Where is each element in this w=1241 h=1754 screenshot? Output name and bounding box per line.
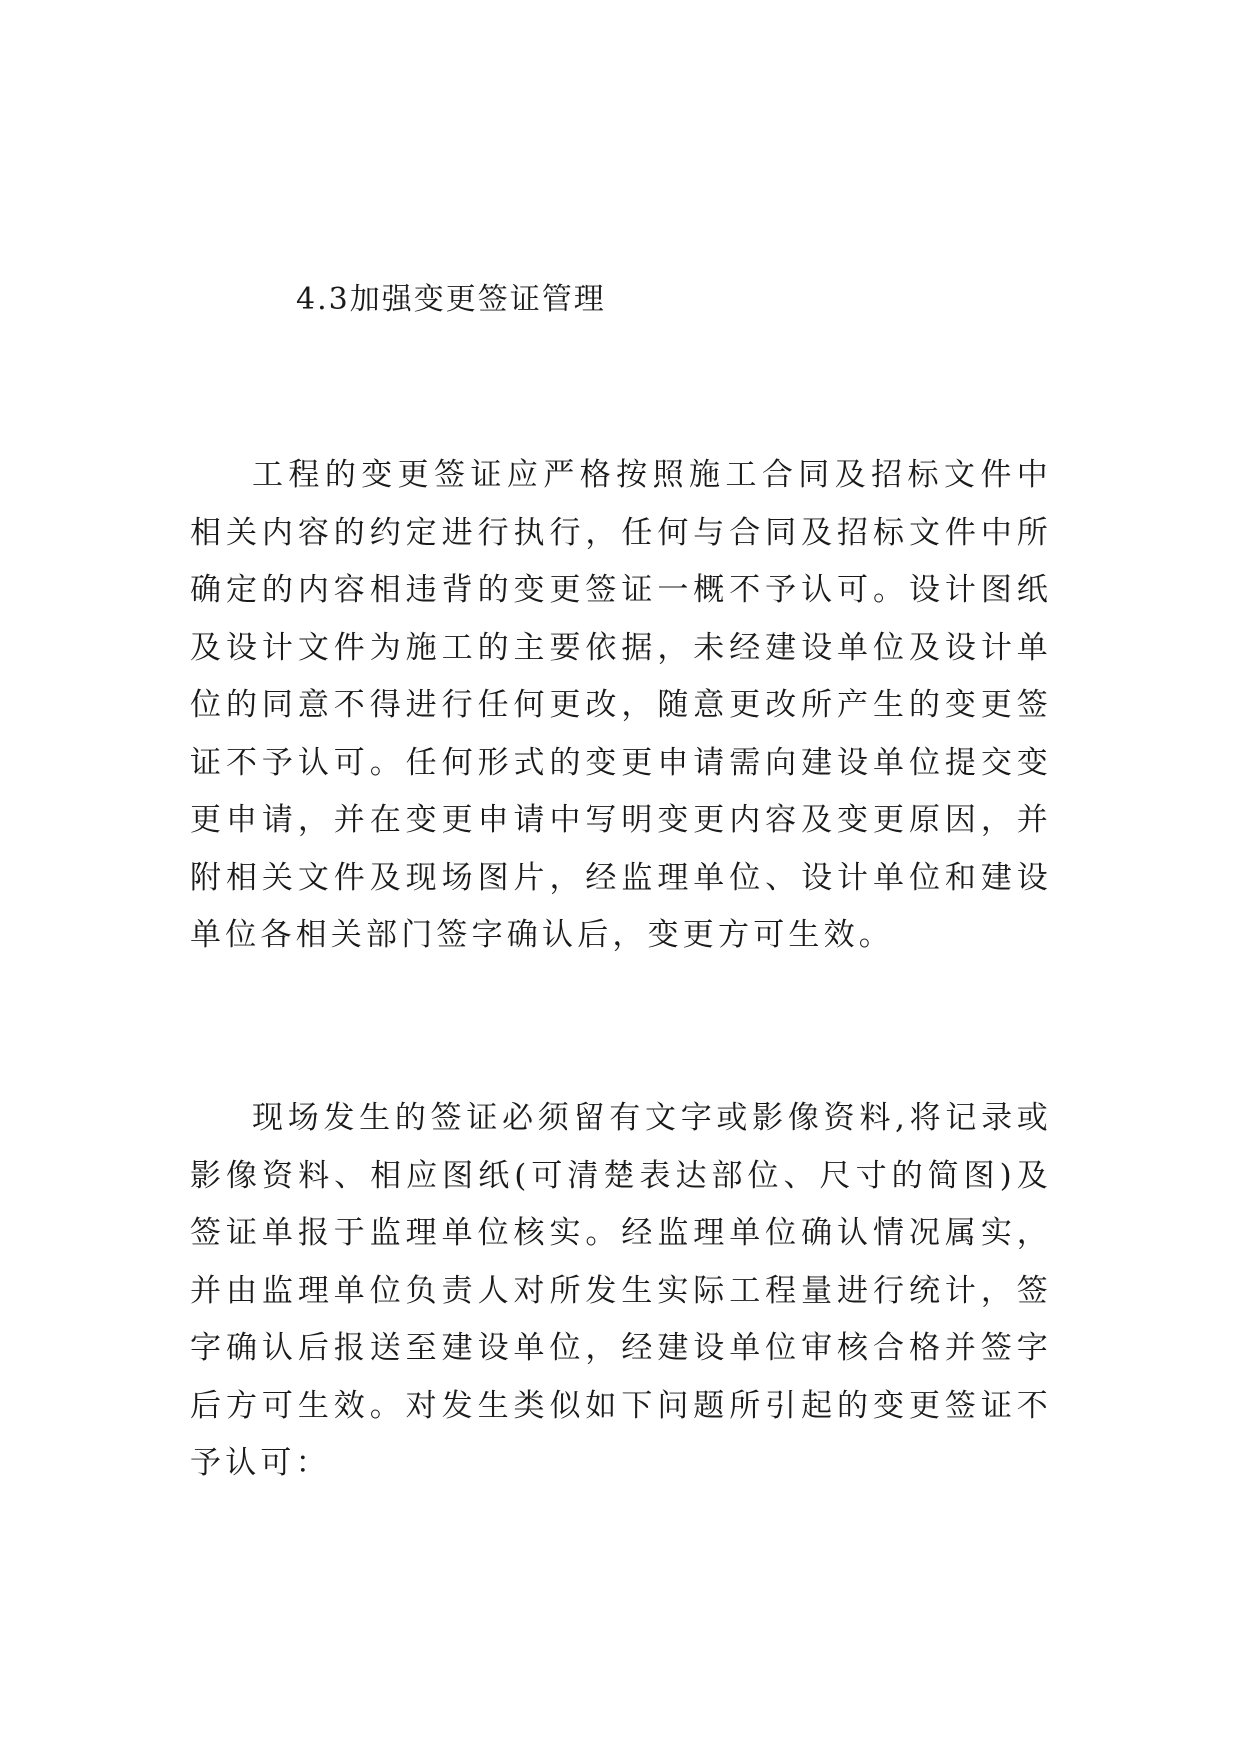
paragraph-change-visa-rules: 工程的变更签证应严格按照施工合同及招标文件中相关内容的约定进行执行，任何与合同及招标文件中所确定的内容相违背的变更签证一概不予认可。设计图纸及设计文件为施工的主要依据，未经建设单位及设计单位的同意不得进行任何更改，随意更改所产生的变更签证不予认可。任何形式的变更申请需向建设单位提交变更申请，并在变更申请中写明变更内容及变更原因，并附相关文件及现场图片，经监理单位、设计单位和建设单位各相关部门签字确认后，变更方可生效。 [190,457,1052,953]
paragraph-site-visa-records: 现场发生的签证必须留有文字或影像资料,将记录或影像资料、相应图纸(可清楚表达部位、尺寸的简图)及签证单报于监理单位核实。经监理单位确认情况属实，并由监理单位负责人对所发生实际工程量进行统计，签字确认后报送至建设单位，经建设单位审核合格并签字后方可生效。对发生类似如下问题所引起的变更签证不予认可： [190,1100,1052,1481]
section-heading: 4.3加强变更签证管理 [296,282,606,317]
